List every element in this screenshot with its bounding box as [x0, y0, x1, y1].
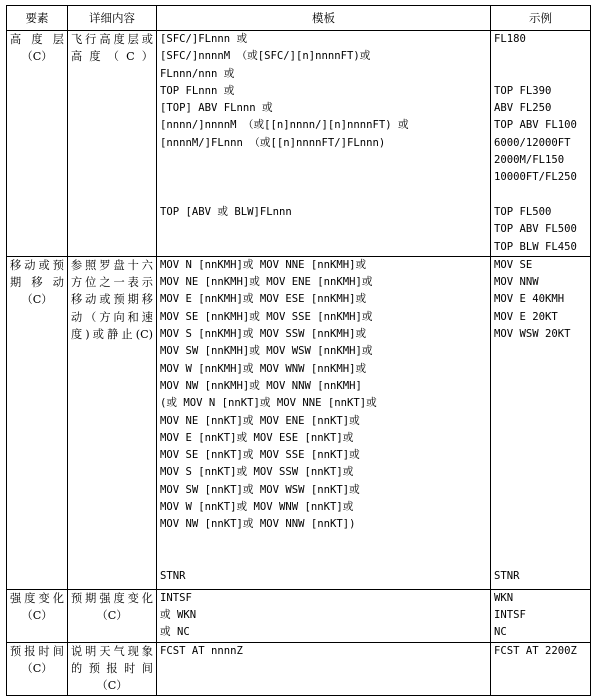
template-line: MOV W [nnKMH]或 MOV WNW [nnKMH]或 [160, 362, 367, 375]
table-row [7, 31, 591, 257]
template-line: (或 MOV N [nnKT]或 MOV NNE [nnKT]或 [160, 397, 377, 410]
example-line: FL180 [494, 33, 526, 45]
example-line [494, 48, 587, 65]
example-cell [491, 589, 591, 642]
spacer [494, 499, 587, 516]
element-line: 预报时间 [10, 644, 64, 658]
spacer [494, 395, 587, 412]
example-line: 2000M/FL150 [494, 154, 565, 167]
spacer [494, 361, 587, 378]
template-line: [SFC/]FLnnn 或 [160, 33, 248, 45]
detail-line: 高度（C） [71, 50, 153, 64]
template-line: [nnnn/]nnnnM （或[[n]nnnn/][n]nnnnFT) 或 [160, 119, 409, 132]
template-line: FLnnn/nnn 或 [160, 67, 235, 80]
element-cell [7, 31, 68, 257]
template-line: [nnnnM/]FLnnn （或[[n]nnnnFT/]FLnnn) [160, 136, 386, 149]
element-line: （C） [21, 609, 53, 623]
example-line: INTSF [494, 609, 526, 622]
header-template: 模板 [157, 6, 491, 31]
template-line: MOV E [nnKMH]或 MOV ESE [nnKMH]或 [160, 293, 367, 306]
element-line: 高 度 层 [10, 33, 64, 46]
detail-line: （C） [96, 679, 128, 693]
table-row [7, 589, 591, 642]
example-line: TOP ABV FL500 [494, 223, 577, 236]
detail-line: 度)或静止(C) [71, 328, 153, 342]
template-line: MOV SW [nnKT]或 MOV WSW [nnKT]或 [160, 483, 360, 496]
spacer [494, 516, 587, 533]
example-line: MOV E 20KT [494, 310, 558, 323]
example-line: STNR [494, 570, 520, 583]
template-line: [SFC/]nnnnM （或[SFC/][n]nnnnFT)或 [160, 50, 371, 63]
table-body [7, 31, 591, 696]
detail-line: 参照罗盘十六 [71, 258, 153, 272]
template-line: TOP [ABV 或 BLW]FLnnn [160, 205, 292, 218]
example-line: MOV E 40KMH [494, 293, 565, 306]
spacer [494, 413, 587, 430]
element-cell [7, 589, 68, 642]
template-line: MOV NW [nnKT]或 MOV NNW [nnKT]) [160, 518, 356, 531]
spacer [160, 152, 487, 169]
detail-cell [68, 256, 157, 589]
spacer [160, 169, 487, 186]
document-page [6, 5, 590, 696]
template-line: MOV NE [nnKT]或 MOV ENE [nnKT]或 [160, 414, 360, 427]
template-cell [157, 589, 491, 642]
template-line: [TOP] ABV FLnnn 或 [160, 102, 273, 115]
detail-line: 的 预 报 时 间 [71, 662, 153, 676]
template-line: MOV SE [nnKMH]或 MOV SSE [nnKMH]或 [160, 310, 373, 323]
detail-line: 方位之一表示 [71, 276, 153, 290]
example-line: 10000FT/FL250 [494, 171, 577, 184]
example-line: MOV WSW 20KT [494, 328, 571, 341]
element-line: 强度变化 [10, 591, 64, 605]
spacer [494, 447, 587, 464]
spacer [494, 464, 587, 481]
table-row [7, 256, 591, 589]
spacer [160, 187, 487, 204]
example-line: TOP ABV FL100 [494, 119, 577, 132]
spacer [494, 534, 587, 551]
example-line: ABV FL250 [494, 102, 552, 115]
example-line: MOV SE [494, 258, 533, 271]
template-cell [157, 256, 491, 589]
detail-line: 动（方向和速 [71, 310, 153, 324]
example-cell [491, 256, 591, 589]
spacer [494, 482, 587, 499]
template-line: MOV SE [nnKT]或 MOV SSE [nnKT]或 [160, 449, 360, 462]
detail-line: （C） [96, 609, 128, 623]
template-line: 或 WKN [160, 609, 197, 622]
template-line: STNR [160, 570, 186, 583]
detail-line: 说明天气现象 [71, 644, 153, 658]
spacer [494, 187, 587, 204]
detail-cell [68, 31, 157, 257]
detail-cell [68, 642, 157, 695]
example-line: WKN [494, 591, 514, 604]
table-row [7, 642, 591, 695]
spacer [160, 551, 487, 568]
element-cell [7, 256, 68, 589]
example-cell [491, 31, 591, 257]
spacer [494, 343, 587, 360]
template-line: MOV W [nnKT]或 MOV WNW [nnKT]或 [160, 501, 354, 514]
example-line: FCST AT 2200Z [494, 644, 577, 657]
template-line: MOV NW [nnKMH]或 MOV NNW [nnKMH] [160, 379, 362, 392]
header-example: 示例 [491, 6, 591, 31]
template-line: FCST AT nnnnZ [160, 644, 243, 657]
element-line: （C） [21, 662, 53, 676]
template-line: MOV S [nnKT]或 MOV SSW [nnKT]或 [160, 466, 354, 479]
spacer [160, 534, 487, 551]
table-header-row [7, 6, 591, 31]
example-line [494, 66, 587, 83]
detail-line: 移动或预期移 [71, 293, 153, 307]
element-line: 移动或预 [10, 258, 64, 272]
header-element: 要素 [7, 6, 68, 31]
element-line: 期 移 动 [10, 276, 64, 290]
element-line: （C） [21, 293, 53, 307]
template-cell [157, 642, 491, 695]
template-line: MOV N [nnKMH]或 MOV NNE [nnKMH]或 [160, 258, 367, 271]
element-line: （C） [21, 50, 53, 64]
template-line: MOV S [nnKMH]或 MOV SSW [nnKMH]或 [160, 328, 367, 341]
detail-cell [68, 589, 157, 642]
example-line: NC [494, 626, 507, 639]
template-line: 或 NC [160, 626, 190, 639]
spec-table [6, 5, 591, 696]
example-line: MOV NNW [494, 276, 539, 289]
template-line: MOV NE [nnKMH]或 MOV ENE [nnKMH]或 [160, 276, 373, 289]
spacer [494, 430, 587, 447]
spacer [494, 551, 587, 568]
template-line: TOP FLnnn 或 [160, 84, 235, 97]
example-line: TOP FL500 [494, 205, 552, 218]
example-line: TOP FL390 [494, 84, 552, 97]
spacer [494, 378, 587, 395]
example-line: TOP BLW FL450 [494, 240, 577, 253]
example-line: 6000/12000FT [494, 136, 571, 149]
detail-line: 预期强度变化 [71, 591, 153, 605]
header-detail: 详细内容 [68, 6, 157, 31]
template-line: MOV SW [nnKMH]或 MOV WSW [nnKMH]或 [160, 345, 373, 358]
example-cell [491, 642, 591, 695]
template-cell [157, 31, 491, 257]
element-cell [7, 642, 68, 695]
detail-line: 飞行高度层或 [71, 33, 153, 46]
template-line: INTSF [160, 591, 192, 604]
template-line: MOV E [nnKT]或 MOV ESE [nnKT]或 [160, 431, 354, 444]
